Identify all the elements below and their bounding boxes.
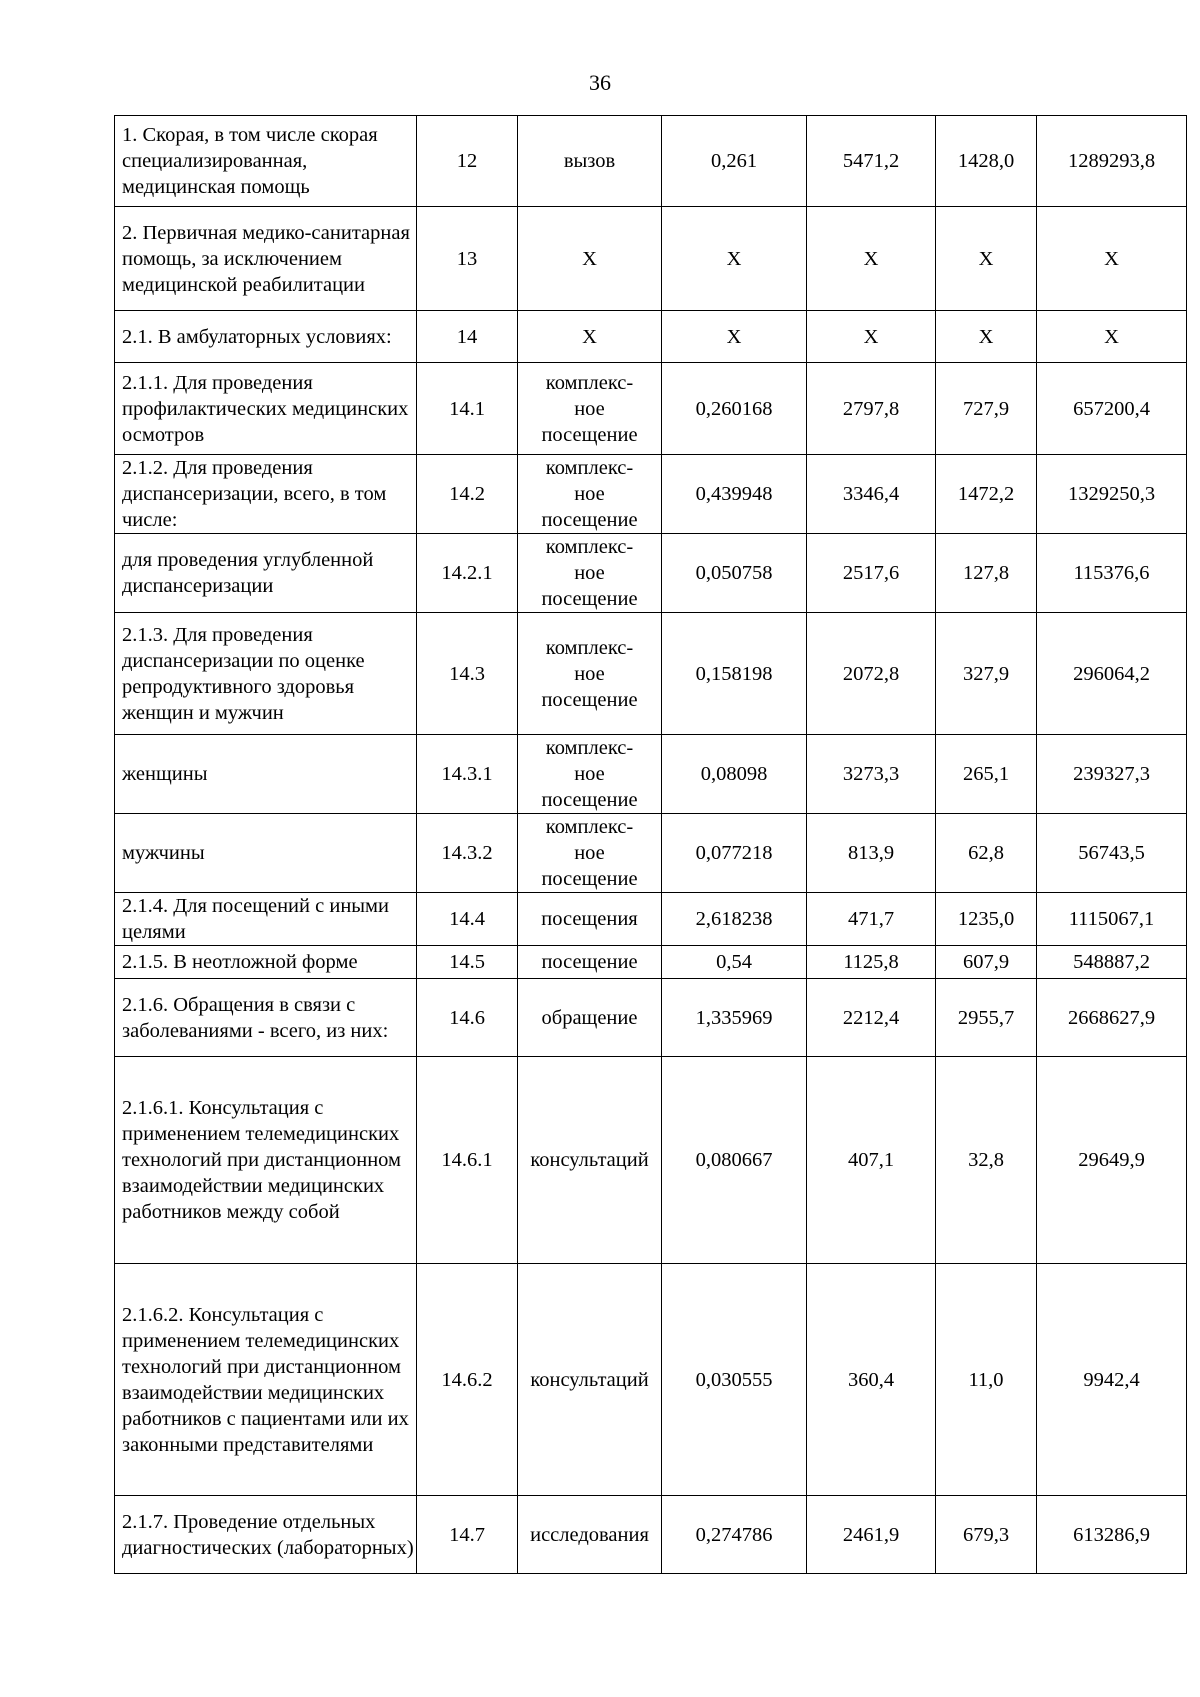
unit-cell: консультаций bbox=[518, 1057, 662, 1264]
table-row bbox=[115, 1057, 1187, 1264]
per-capita-cell: 1235,0 bbox=[936, 893, 1037, 946]
norm-cell: 0,080667 bbox=[662, 1057, 807, 1264]
norm-cell: 0,261 bbox=[662, 116, 807, 207]
cost-cell: 1125,8 bbox=[807, 946, 936, 979]
row-number-cell: 13 bbox=[417, 207, 518, 311]
unit-cell: комплекс- ное посещение bbox=[518, 814, 662, 893]
cost-cell: 2797,8 bbox=[807, 363, 936, 455]
unit-cell: комплекс- ное посещение bbox=[518, 534, 662, 613]
norm-cell: 0,050758 bbox=[662, 534, 807, 613]
row-number-cell: 14.2 bbox=[417, 455, 518, 534]
cost-cell: 360,4 bbox=[807, 1264, 936, 1496]
total-cell: 29649,9 bbox=[1037, 1057, 1187, 1264]
total-cell: 9942,4 bbox=[1037, 1264, 1187, 1496]
cost-cell: 3273,3 bbox=[807, 735, 936, 814]
unit-cell: посещения bbox=[518, 893, 662, 946]
cost-cell: 813,9 bbox=[807, 814, 936, 893]
row-name-cell: 2.1.6.2. Консультация с применением телемедицинских технологий при дистанционном взаимодействии медицинских работников с пациентами или их законными представителями bbox=[115, 1264, 417, 1496]
row-number-cell: 14.5 bbox=[417, 946, 518, 979]
table-row bbox=[115, 735, 1187, 814]
page-number: 36 bbox=[589, 70, 611, 95]
row-number-cell: 14.3 bbox=[417, 613, 518, 735]
row-number-cell: 14.4 bbox=[417, 893, 518, 946]
table-row bbox=[115, 207, 1187, 311]
row-number-cell: 14.3.2 bbox=[417, 814, 518, 893]
total-cell: 296064,2 bbox=[1037, 613, 1187, 735]
unit-cell: вызов bbox=[518, 116, 662, 207]
total-cell: 613286,9 bbox=[1037, 1496, 1187, 1574]
table-row bbox=[115, 946, 1187, 979]
cost-cell: X bbox=[807, 207, 936, 311]
row-name-cell: 2.1. В амбулаторных условиях: bbox=[115, 311, 417, 363]
row-name-cell: 2.1.5. В неотложной форме bbox=[115, 946, 417, 979]
per-capita-cell: 727,9 bbox=[936, 363, 1037, 455]
per-capita-cell: 127,8 bbox=[936, 534, 1037, 613]
per-capita-cell: 2955,7 bbox=[936, 979, 1037, 1057]
table-row bbox=[115, 613, 1187, 735]
total-cell: 1329250,3 bbox=[1037, 455, 1187, 534]
row-name-cell: для проведения углубленной диспансеризации bbox=[115, 534, 417, 613]
total-cell: X bbox=[1037, 207, 1187, 311]
norm-cell: X bbox=[662, 207, 807, 311]
norm-cell: 0,158198 bbox=[662, 613, 807, 735]
total-cell: 1289293,8 bbox=[1037, 116, 1187, 207]
table-row bbox=[115, 455, 1187, 534]
table-row bbox=[115, 814, 1187, 893]
unit-cell: комплекс- ное посещение bbox=[518, 613, 662, 735]
total-cell: 657200,4 bbox=[1037, 363, 1187, 455]
unit-cell: комплекс- ное посещение bbox=[518, 735, 662, 814]
per-capita-cell: 32,8 bbox=[936, 1057, 1037, 1264]
per-capita-cell: 607,9 bbox=[936, 946, 1037, 979]
row-number-cell: 12 bbox=[417, 116, 518, 207]
per-capita-cell: 679,3 bbox=[936, 1496, 1037, 1574]
table-row bbox=[115, 979, 1187, 1057]
norm-cell: 2,618238 bbox=[662, 893, 807, 946]
norm-cell: 1,335969 bbox=[662, 979, 807, 1057]
norm-cell: 0,077218 bbox=[662, 814, 807, 893]
norm-cell: 0,439948 bbox=[662, 455, 807, 534]
row-number-cell: 14.3.1 bbox=[417, 735, 518, 814]
row-number-cell: 14.2.1 bbox=[417, 534, 518, 613]
total-cell: 115376,6 bbox=[1037, 534, 1187, 613]
row-number-cell: 14.6.2 bbox=[417, 1264, 518, 1496]
row-name-cell: 2.1.6. Обращения в связи с заболеваниями - всего, из них: bbox=[115, 979, 417, 1057]
cost-cell: 471,7 bbox=[807, 893, 936, 946]
row-name-cell: 2.1.2. Для проведения диспансеризации, всего, в том числе: bbox=[115, 455, 417, 534]
row-number-cell: 14.7 bbox=[417, 1496, 518, 1574]
row-number-cell: 14 bbox=[417, 311, 518, 363]
per-capita-cell: X bbox=[936, 207, 1037, 311]
unit-cell: обращение bbox=[518, 979, 662, 1057]
per-capita-cell: 62,8 bbox=[936, 814, 1037, 893]
row-name-cell: 2.1.4. Для посещений с иными целями bbox=[115, 893, 417, 946]
row-name-cell: 2.1.3. Для проведения диспансеризации по оценке репродуктивного здоровья женщин и мужчин bbox=[115, 613, 417, 735]
total-cell: 1115067,1 bbox=[1037, 893, 1187, 946]
table-row bbox=[115, 534, 1187, 613]
norm-cell: 0,274786 bbox=[662, 1496, 807, 1574]
table-row bbox=[115, 893, 1187, 946]
per-capita-cell: 11,0 bbox=[936, 1264, 1037, 1496]
norm-cell: 0,54 bbox=[662, 946, 807, 979]
row-number-cell: 14.1 bbox=[417, 363, 518, 455]
cost-cell: X bbox=[807, 311, 936, 363]
cost-cell: 407,1 bbox=[807, 1057, 936, 1264]
row-number-cell: 14.6.1 bbox=[417, 1057, 518, 1264]
per-capita-cell: X bbox=[936, 311, 1037, 363]
norm-cell: X bbox=[662, 311, 807, 363]
row-name-cell: 2. Первичная медико-санитарная помощь, за исключением медицинской реабилитации bbox=[115, 207, 417, 311]
norm-cell: 0,260168 bbox=[662, 363, 807, 455]
row-name-cell: 2.1.1. Для проведения профилактических медицинских осмотров bbox=[115, 363, 417, 455]
unit-cell: исследования bbox=[518, 1496, 662, 1574]
row-name-cell: женщины bbox=[115, 735, 417, 814]
cost-cell: 2517,6 bbox=[807, 534, 936, 613]
cost-cell: 5471,2 bbox=[807, 116, 936, 207]
total-cell: 56743,5 bbox=[1037, 814, 1187, 893]
unit-cell: консультаций bbox=[518, 1264, 662, 1496]
unit-cell: комплекс- ное посещение bbox=[518, 363, 662, 455]
total-cell: 2668627,9 bbox=[1037, 979, 1187, 1057]
row-name-cell: мужчины bbox=[115, 814, 417, 893]
cost-cell: 2072,8 bbox=[807, 613, 936, 735]
row-name-cell: 2.1.6.1. Консультация с применением телемедицинских технологий при дистанционном взаимодействии медицинских работников между собой bbox=[115, 1057, 417, 1264]
per-capita-cell: 265,1 bbox=[936, 735, 1037, 814]
unit-cell: комплекс- ное посещение bbox=[518, 455, 662, 534]
per-capita-cell: 327,9 bbox=[936, 613, 1037, 735]
per-capita-cell: 1428,0 bbox=[936, 116, 1037, 207]
total-cell: 239327,3 bbox=[1037, 735, 1187, 814]
unit-cell: посещение bbox=[518, 946, 662, 979]
unit-cell: X bbox=[518, 311, 662, 363]
table-row bbox=[115, 1496, 1187, 1574]
unit-cell: X bbox=[518, 207, 662, 311]
row-name-cell: 1. Скорая, в том числе скорая специализированная, медицинская помощь bbox=[115, 116, 417, 207]
row-name-cell: 2.1.7. Проведение отдельных диагностических (лабораторных) bbox=[115, 1496, 417, 1574]
data-table bbox=[114, 115, 1187, 1574]
table-row bbox=[115, 311, 1187, 363]
norm-cell: 0,030555 bbox=[662, 1264, 807, 1496]
table-row bbox=[115, 1264, 1187, 1496]
norm-cell: 0,08098 bbox=[662, 735, 807, 814]
total-cell: X bbox=[1037, 311, 1187, 363]
cost-cell: 2461,9 bbox=[807, 1496, 936, 1574]
per-capita-cell: 1472,2 bbox=[936, 455, 1037, 534]
cost-cell: 2212,4 bbox=[807, 979, 936, 1057]
table-row bbox=[115, 116, 1187, 207]
total-cell: 548887,2 bbox=[1037, 946, 1187, 979]
table-row bbox=[115, 363, 1187, 455]
cost-cell: 3346,4 bbox=[807, 455, 936, 534]
row-number-cell: 14.6 bbox=[417, 979, 518, 1057]
